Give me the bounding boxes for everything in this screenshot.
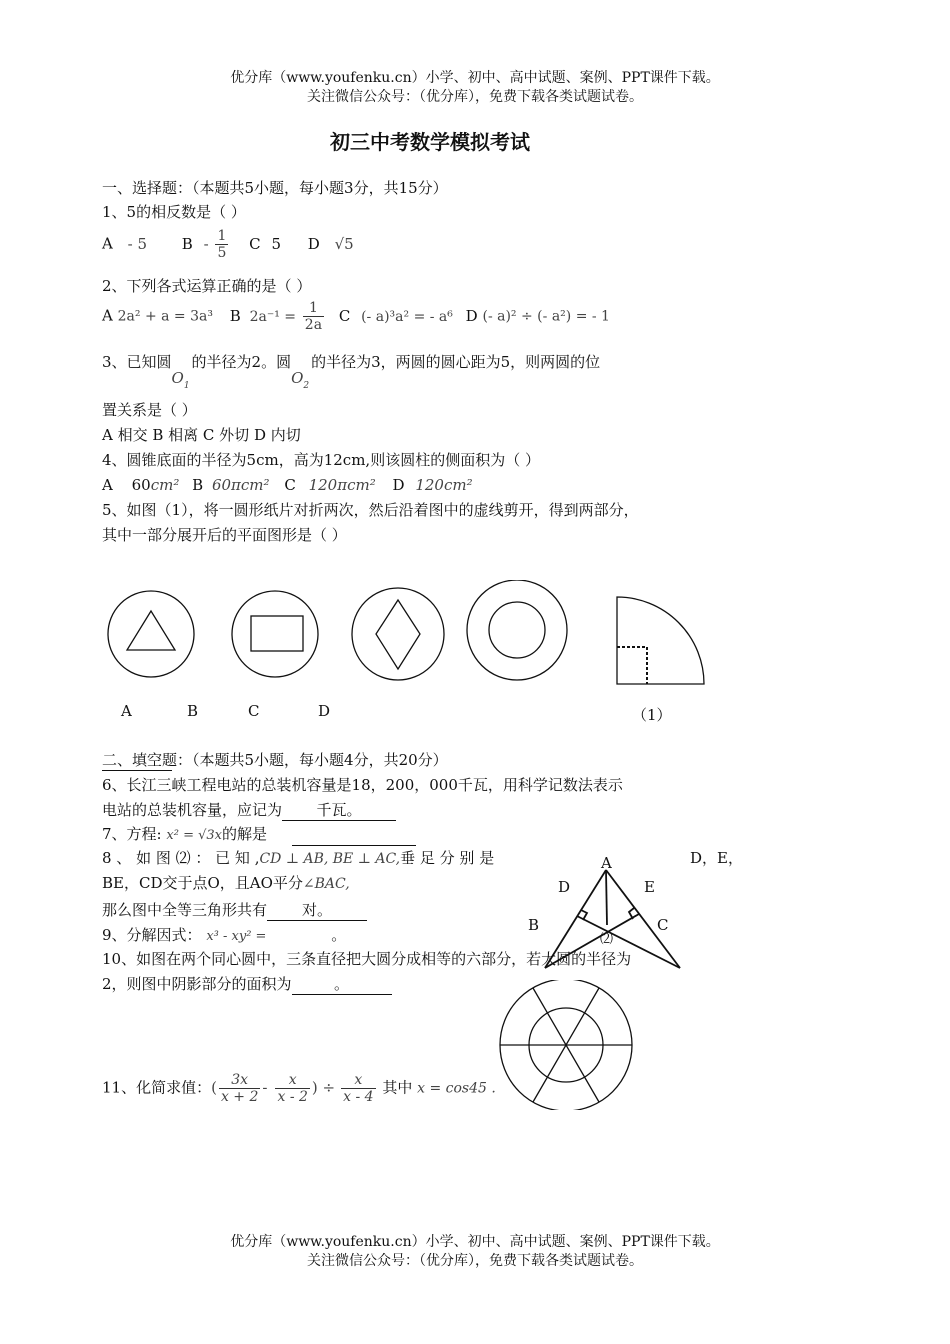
q4-b-value: 60πcm² bbox=[211, 476, 270, 494]
q11-f1-den: x + 2 bbox=[220, 1089, 259, 1105]
section2-underline bbox=[102, 770, 172, 771]
q2-b-fraction bbox=[303, 300, 324, 333]
q11-tail: 其中 bbox=[382, 1078, 413, 1097]
q11-f3-num: x bbox=[341, 1072, 375, 1089]
q7-line bbox=[102, 824, 267, 846]
q11-open-paren: ( bbox=[211, 1078, 217, 1097]
q6-answer-blank[interactable] bbox=[282, 800, 396, 821]
q4-d-value: 120cm² bbox=[415, 476, 473, 494]
q3-line2: 置关系是（ ） bbox=[102, 401, 197, 419]
q10-line2-text: 2，则图中阴影部分的面积为 bbox=[102, 975, 292, 993]
q11-stem: 11、化简求值： bbox=[102, 1078, 212, 1097]
option-b-rectangle bbox=[251, 616, 303, 651]
fig2-caption: ⑵ bbox=[600, 932, 614, 947]
q11-condition: x = cos45 . bbox=[417, 1080, 496, 1097]
q2-c-expr: (- a)³a² = - a⁶ bbox=[361, 308, 453, 325]
q10-line1: 10、如图在两个同心圆中，三条直径把大圆分成相等的六部分，若大圆的半径为 bbox=[102, 950, 632, 968]
q10-answer-blank[interactable] bbox=[292, 974, 392, 995]
q2-options bbox=[102, 300, 610, 344]
q11-fraction-3 bbox=[341, 1072, 375, 1105]
q2-c-label: C bbox=[338, 306, 351, 325]
q9-expr: x³ - xy² = bbox=[206, 929, 267, 944]
q8-line3 bbox=[102, 900, 367, 921]
q1-a-value: - 5 bbox=[127, 234, 148, 253]
q8-answer-blank[interactable] bbox=[267, 900, 367, 921]
option-a-circle bbox=[108, 591, 194, 677]
q6-line1: 6、长江三峡工程电站的总装机容量是18，200，000千瓦，用科学记数法表示 bbox=[102, 776, 623, 794]
q8-line3-text: 那么图中全等三角形共有 bbox=[102, 901, 268, 919]
q2-b-num: 1 bbox=[303, 300, 324, 317]
q1-a-label: A bbox=[102, 234, 113, 253]
fig2-label-d: D bbox=[558, 878, 571, 896]
q8-line1 bbox=[102, 848, 494, 869]
q8-line1c: D，E， bbox=[690, 849, 743, 867]
q10-tail: 。 bbox=[334, 975, 350, 993]
fig2-label-c: C bbox=[657, 916, 669, 934]
q3-o1-letter: O bbox=[171, 369, 184, 387]
q11-f2-num: x bbox=[275, 1072, 309, 1089]
q11-fraction-1 bbox=[219, 1072, 260, 1105]
q3-part1: 3、已知圆 bbox=[102, 353, 172, 371]
q2-b-den: 2a bbox=[304, 317, 323, 333]
q3-line1 bbox=[102, 352, 601, 391]
q4-options bbox=[102, 475, 473, 495]
q2-b-label: B bbox=[229, 306, 241, 325]
q7-stem: 7、方程: bbox=[102, 825, 162, 843]
q5-label-c: C bbox=[248, 702, 260, 720]
fig2-label-a: A bbox=[601, 854, 612, 872]
q11-div: ) ÷ bbox=[311, 1078, 336, 1097]
page-title: 初三中考数学模拟考试 bbox=[330, 130, 530, 154]
q9-stem: 9、分解因式： bbox=[102, 926, 202, 944]
q6-line2-text: 电站的总装机容量，应记为 bbox=[102, 801, 283, 819]
q11-f3-den: x - 4 bbox=[343, 1089, 374, 1105]
q2-stem: 2、下列各式运算正确的是（ ） bbox=[102, 277, 312, 295]
fig-concentric-circles bbox=[498, 980, 638, 1110]
q4-c-label: C bbox=[284, 476, 296, 494]
option-b-circle bbox=[232, 591, 318, 677]
q4-b-label: B bbox=[192, 476, 204, 494]
q5-label-b: B bbox=[187, 702, 199, 720]
q3-o2 bbox=[291, 368, 311, 396]
q1-b-fraction bbox=[215, 228, 228, 261]
q5-line1: 5、如图（1），将一圆形纸片对折两次，然后沿着图中的虚线剪开，得到两部分， bbox=[102, 501, 639, 519]
q4-c-value: 120πcm² bbox=[308, 476, 376, 494]
q9-line bbox=[102, 925, 346, 947]
fig2-label-b: B bbox=[528, 916, 540, 934]
q7-expr: x² = √3x bbox=[166, 828, 222, 843]
fig2-line-ao bbox=[606, 870, 607, 925]
q8-line1b: 垂 足 分 别 是 bbox=[400, 849, 495, 867]
option-c-circle bbox=[352, 588, 444, 680]
q7-answer-blank[interactable] bbox=[292, 845, 416, 846]
fig2-label-e: E bbox=[644, 878, 655, 896]
option-a-triangle bbox=[127, 611, 175, 650]
q1-b-label: B bbox=[181, 234, 193, 253]
q1-c-label: C bbox=[249, 234, 261, 253]
header-line-1: 优分库（www.youfenku.cn）小学、初中、高中试题、案例、PPT课件下载。 bbox=[230, 70, 720, 86]
q3-options: A 相交 B 相离 C 外切 D 内切 bbox=[102, 426, 301, 444]
q8-condition: CD ⊥ AB, BE ⊥ AC, bbox=[259, 851, 401, 867]
q8-unit: 对。 bbox=[302, 901, 333, 919]
q9-tail: 。 bbox=[331, 926, 347, 944]
q2-d-label: D bbox=[465, 306, 478, 325]
q4-a-value: 60 bbox=[131, 476, 151, 494]
q11-f1-num: 3x bbox=[219, 1072, 260, 1089]
footer-line-1: 优分库（www.youfenku.cn）小学、初中、高中试题、案例、PPT课件下载。 bbox=[230, 1234, 720, 1250]
q3-o1-sub: 1 bbox=[183, 381, 190, 391]
section1-heading: 一、选择题：（本题共5小题，每小题3分，共15分） bbox=[102, 179, 448, 197]
q4-a-label: A bbox=[102, 476, 113, 494]
q1-b-num: 1 bbox=[217, 228, 227, 244]
q2-d-expr: (- a)² ÷ (- a²) = - 1 bbox=[482, 308, 610, 325]
q5-label-a: A bbox=[121, 702, 132, 720]
q3-o1 bbox=[172, 368, 192, 396]
fig1-caption: （1） bbox=[632, 706, 672, 724]
q11-line bbox=[102, 1072, 496, 1122]
q5-label-d: D bbox=[318, 702, 331, 720]
q11-fraction-2 bbox=[275, 1072, 309, 1105]
section2-heading: 二、填空题：（本题共5小题，每小题4分，共20分） bbox=[102, 751, 448, 769]
q1-stem: 1、5的相反数是（ ） bbox=[102, 203, 246, 221]
option-d-outer-circle bbox=[467, 580, 567, 680]
fig1-quarter-circle bbox=[617, 597, 704, 684]
header-line-2: 关注微信公众号：（优分库），免费下载各类试题试卷。 bbox=[307, 89, 643, 105]
q10-line2 bbox=[102, 974, 392, 995]
q11-minus: - bbox=[262, 1078, 268, 1097]
q4-d-label: D bbox=[392, 476, 405, 494]
q3-o2-sub: 2 bbox=[303, 381, 310, 391]
q1-d-label: D bbox=[307, 234, 320, 253]
q5-line2: 其中一部分展开后的平面图形是（ ） bbox=[102, 526, 347, 544]
q8-line2 bbox=[102, 873, 350, 894]
q2-b-left: 2a⁻¹ = bbox=[249, 308, 296, 325]
q7-tail: 的解是 bbox=[221, 825, 267, 843]
q6-line2 bbox=[102, 800, 396, 821]
q1-options bbox=[102, 228, 354, 268]
q4-a-unit: cm² bbox=[150, 476, 180, 494]
q3-part2: 的半径为2。圆 bbox=[191, 353, 292, 371]
q8-line1a: 8 、 如 图 ⑵ ： 已 知 , bbox=[102, 849, 260, 867]
q1-b-den: 5 bbox=[217, 245, 227, 261]
q5-figures bbox=[100, 580, 720, 690]
q1-c-value: 5 bbox=[271, 234, 281, 253]
q1-b-sign: - bbox=[203, 234, 209, 253]
option-d-inner-circle bbox=[489, 602, 545, 658]
q8-angle: ∠BAC, bbox=[302, 876, 350, 892]
footer-line-2: 关注微信公众号：（优分库），免费下载各类试题试卷。 bbox=[307, 1253, 643, 1269]
q11-f2-den: x - 2 bbox=[277, 1089, 308, 1105]
q3-part3: 的半径为3，两圆的圆心距为5，则两圆的位 bbox=[311, 353, 601, 371]
q1-d-value: √5 bbox=[334, 234, 354, 253]
q2-a-label: A bbox=[102, 306, 113, 325]
fig1-dashed-cut bbox=[617, 647, 647, 684]
q6-unit: 千瓦。 bbox=[316, 801, 362, 819]
q3-o2-letter: O bbox=[291, 369, 304, 387]
q2-a-expr: 2a² + a = 3a³ bbox=[117, 308, 213, 325]
q4-stem: 4、圆锥底面的半径为5cm，高为12cm,则该圆柱的侧面积为（ ） bbox=[102, 451, 540, 469]
option-c-rhombus bbox=[376, 600, 420, 669]
q8-line2a: BE，CD交于点O，且AO平分 bbox=[102, 874, 303, 892]
